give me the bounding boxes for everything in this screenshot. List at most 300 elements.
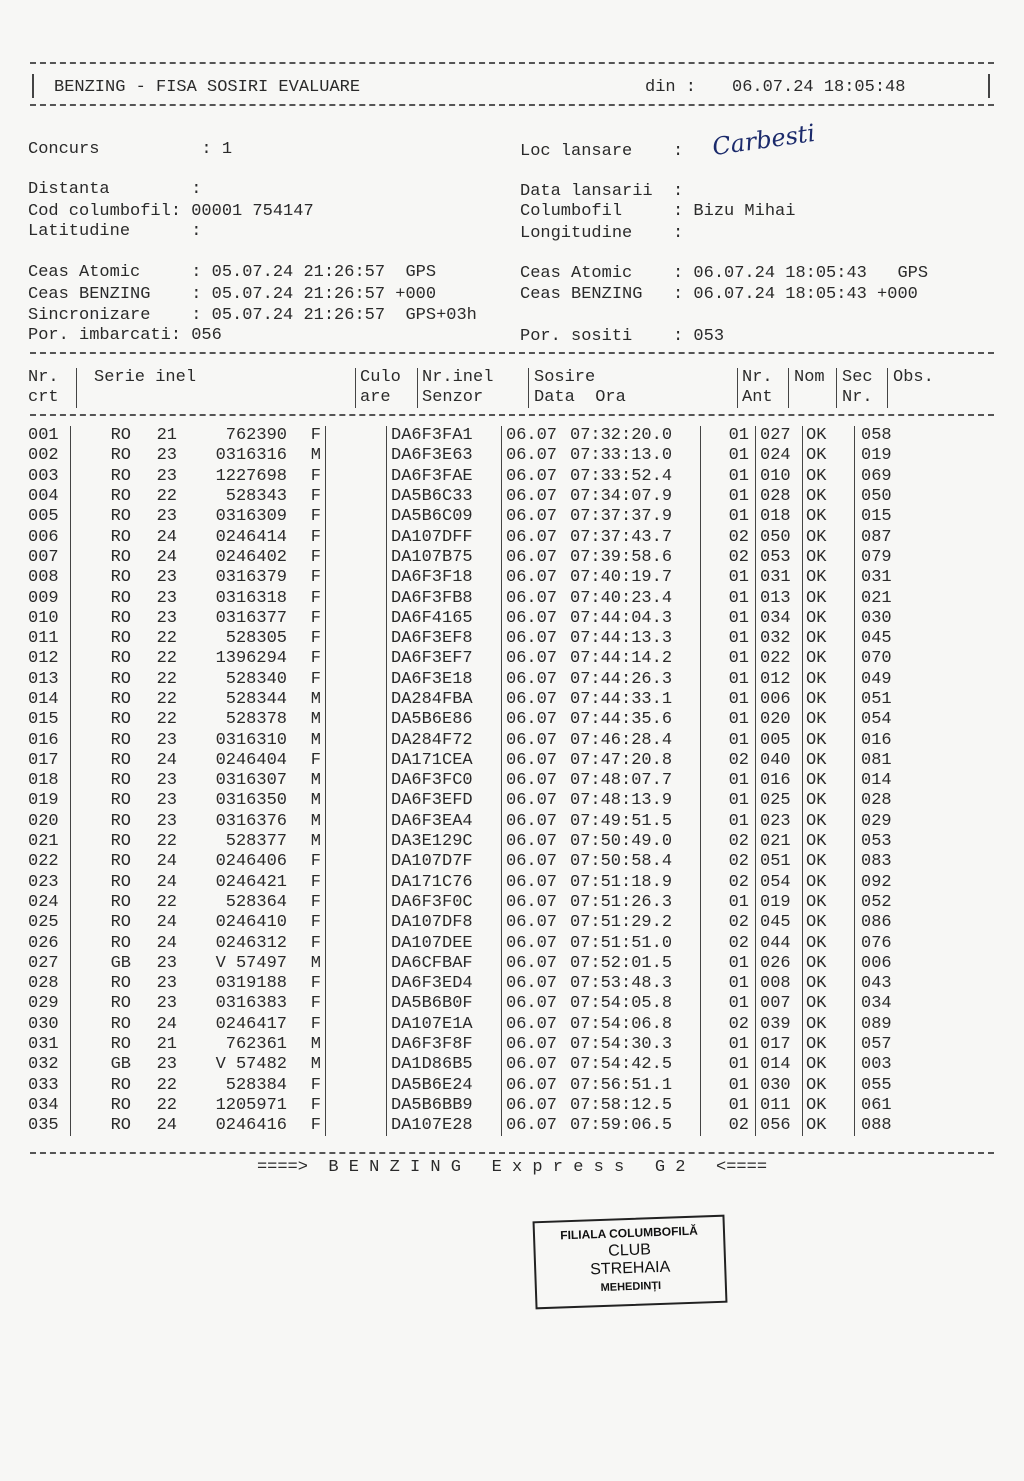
arrival-date: 06.07 — [506, 913, 558, 933]
arrival-time: 07:44:14.2 — [570, 649, 701, 669]
sensor-ring: DA107DFF — [387, 527, 502, 547]
table-row — [28, 710, 921, 730]
ring-year: 23 — [156, 994, 177, 1014]
ring-year: 24 — [156, 547, 177, 567]
table-row — [28, 974, 921, 994]
divider — [30, 414, 994, 416]
color — [326, 1015, 387, 1035]
sex: M — [291, 690, 326, 710]
table-row — [28, 933, 921, 953]
ring-country: RO — [110, 1075, 131, 1095]
sensor-ring: DA107E28 — [387, 1116, 502, 1136]
ring-number: 0246414 — [215, 527, 287, 547]
sensor-ring: DA6F3EA4 — [387, 812, 502, 832]
sensor-ring: DA6F3F0C — [387, 893, 502, 913]
arrival-date: 06.07 — [506, 568, 558, 588]
sec-status: OK — [803, 568, 855, 588]
obs: 014 — [861, 771, 892, 791]
obs: 015 — [861, 507, 892, 527]
color — [326, 771, 387, 791]
table-row — [28, 913, 921, 933]
sensor-ring: DA5B6BB9 — [387, 1096, 502, 1116]
sex: F — [291, 649, 326, 669]
col-ant-sub: Ant — [742, 388, 773, 407]
sec-status: OK — [803, 670, 855, 690]
sex: F — [291, 852, 326, 872]
sec-status: OK — [803, 933, 855, 953]
row-number: 012 — [28, 649, 71, 669]
ring-year: 23 — [156, 568, 177, 588]
ring-year: 23 — [156, 1055, 177, 1075]
sensor-ring: DA6F4165 — [387, 609, 502, 629]
row-number: 020 — [28, 812, 71, 832]
ring-year: 22 — [156, 487, 177, 507]
obs: 070 — [861, 649, 892, 669]
sex: F — [291, 1076, 326, 1096]
obs: 031 — [861, 568, 892, 588]
ring-number: 1205971 — [215, 1095, 287, 1115]
table-row — [28, 670, 921, 690]
nom: 025 — [756, 791, 803, 811]
sec-status: OK — [803, 812, 855, 832]
arrival-time: 07:53:48.3 — [570, 974, 701, 994]
ring-country: RO — [110, 852, 131, 872]
stamp-line: STREHAIA — [589, 1258, 671, 1279]
row-number: 013 — [28, 670, 71, 690]
color — [326, 933, 387, 953]
nom: 022 — [756, 649, 803, 669]
sex: M — [291, 791, 326, 811]
ring-year: 23 — [156, 811, 177, 831]
sensor-ring: DA6F3F18 — [387, 568, 502, 588]
ring-country: RO — [110, 446, 131, 466]
sensor-ring: DA3E129C — [387, 832, 502, 852]
antenna: 01 — [701, 771, 756, 791]
table-row — [28, 751, 921, 771]
arrival-time: 07:44:35.6 — [570, 710, 701, 730]
sensor-ring: DA5B6C09 — [387, 507, 502, 527]
ring-number: 0316307 — [215, 771, 287, 791]
sex: F — [291, 670, 326, 690]
ring-year: 23 — [156, 771, 177, 791]
ceas-atomic-right: Ceas Atomic : 06.07.24 18:05:43 GPS — [520, 264, 929, 283]
columbofil-field: Columbofil : Bizu Mihai — [520, 202, 796, 221]
ring-number: 762390 — [225, 426, 287, 446]
ring-year: 23 — [156, 791, 177, 811]
ring-year: 23 — [156, 446, 177, 466]
ring-number: 528344 — [225, 690, 287, 709]
antenna: 02 — [701, 832, 756, 852]
por-imbarcati-field: Por. imbarcati: 056 — [28, 326, 222, 345]
obs: 087 — [861, 527, 892, 547]
nom: 054 — [756, 873, 803, 893]
ring-country: RO — [110, 933, 131, 953]
nom: 044 — [756, 933, 803, 953]
sex: F — [291, 588, 326, 608]
antenna: 02 — [701, 548, 756, 568]
arrival-date: 06.07 — [506, 730, 558, 750]
sensor-ring: DA107B75 — [387, 548, 502, 568]
arrival-date: 06.07 — [506, 690, 558, 709]
ring-year: 24 — [156, 872, 177, 892]
arrival-time: 07:50:49.0 — [570, 832, 701, 852]
sec-status: OK — [803, 649, 855, 669]
nom: 017 — [756, 1035, 803, 1055]
nom: 027 — [756, 426, 803, 446]
arrival-date: 06.07 — [506, 466, 558, 486]
ring-country: RO — [110, 791, 131, 811]
table-row — [28, 690, 921, 710]
color — [326, 974, 387, 994]
antenna: 01 — [701, 568, 756, 588]
sec-status: OK — [803, 771, 855, 791]
row-number: 001 — [28, 426, 71, 446]
obs: 049 — [861, 669, 892, 689]
table-row — [28, 568, 921, 588]
arrival-date: 06.07 — [506, 629, 558, 649]
sex: F — [291, 751, 326, 771]
antenna: 01 — [701, 426, 756, 446]
nom: 053 — [756, 548, 803, 568]
ring-year: 22 — [156, 1095, 177, 1115]
sec-status: OK — [803, 467, 855, 487]
table-row — [28, 588, 921, 608]
arrival-time: 07:48:13.9 — [570, 791, 701, 811]
table-row — [28, 730, 921, 750]
sensor-ring: DA6F3FA1 — [387, 426, 502, 446]
sensor-ring: DA6F3EF8 — [387, 629, 502, 649]
row-number: 035 — [28, 1116, 71, 1136]
ring-number: 0246421 — [215, 872, 287, 892]
nom: 031 — [756, 568, 803, 588]
ring-year: 24 — [156, 527, 177, 547]
arrival-date: 06.07 — [506, 994, 558, 1014]
arrival-time: 07:54:30.3 — [570, 1035, 701, 1055]
antenna: 01 — [701, 710, 756, 730]
row-number: 017 — [28, 751, 71, 771]
obs: 052 — [861, 892, 892, 912]
ring-country: RO — [110, 547, 131, 567]
sensor-ring: DA6F3EFD — [387, 791, 502, 811]
arrival-date: 06.07 — [506, 811, 558, 831]
longitudine-field: Longitudine : — [520, 224, 684, 243]
color — [326, 1055, 387, 1075]
ring-year: 24 — [156, 852, 177, 872]
row-number: 021 — [28, 832, 71, 852]
col-nom: Nom — [794, 368, 825, 387]
arrival-date: 06.07 — [506, 507, 558, 527]
row-number: 025 — [28, 913, 71, 933]
antenna: 01 — [701, 588, 756, 608]
ring-country: RO — [110, 588, 131, 608]
antenna: 01 — [701, 812, 756, 832]
antenna: 01 — [701, 670, 756, 690]
antenna: 02 — [701, 1116, 756, 1136]
row-number: 030 — [28, 1015, 71, 1035]
ring-number: 0316379 — [215, 568, 287, 588]
antenna: 02 — [701, 751, 756, 771]
sensor-ring: DA5B6B0F — [387, 994, 502, 1014]
col-nrinel-sub: Senzor — [422, 388, 484, 407]
ring-country: RO — [110, 527, 131, 547]
arrival-date: 06.07 — [506, 588, 558, 608]
ring-year: 22 — [156, 669, 177, 689]
row-number: 033 — [28, 1076, 71, 1096]
por-sositi-field: Por. sositi : 053 — [520, 327, 725, 346]
ring-year: 23 — [156, 608, 177, 628]
arrival-date: 06.07 — [506, 974, 558, 994]
ring-year: 23 — [156, 588, 177, 608]
row-number: 032 — [28, 1055, 71, 1075]
antenna: 01 — [701, 446, 756, 466]
arrival-date: 06.07 — [506, 1075, 558, 1095]
ring-number: 0316350 — [215, 791, 287, 811]
ceas-atomic-left: Ceas Atomic : 05.07.24 21:26:57 GPS — [28, 263, 437, 282]
ring-number: 1396294 — [215, 649, 287, 669]
sensor-ring: DA6CFBAF — [387, 954, 502, 974]
sex: F — [291, 893, 326, 913]
color — [326, 812, 387, 832]
nom: 018 — [756, 507, 803, 527]
antenna: 01 — [701, 1076, 756, 1096]
antenna: 01 — [701, 974, 756, 994]
sex: F — [291, 913, 326, 933]
nom: 016 — [756, 771, 803, 791]
color — [326, 1116, 387, 1136]
table-row — [28, 629, 921, 649]
divider — [887, 368, 888, 408]
ring-number: 528340 — [225, 669, 287, 689]
nom: 045 — [756, 913, 803, 933]
sensor-ring: DA284FBA — [387, 690, 502, 710]
sex: F — [291, 507, 326, 527]
ring-country: RO — [110, 466, 131, 486]
antenna: 02 — [701, 852, 756, 872]
table-row — [28, 446, 921, 466]
obs: 058 — [861, 426, 892, 446]
col-culoare: Culo — [360, 368, 401, 387]
sex: F — [291, 629, 326, 649]
row-number: 008 — [28, 568, 71, 588]
ring-country: GB — [110, 1055, 131, 1075]
row-number: 005 — [28, 507, 71, 527]
ring-number: 528384 — [225, 1075, 287, 1095]
ring-country: RO — [110, 1095, 131, 1115]
antenna: 01 — [701, 467, 756, 487]
divider — [32, 74, 34, 98]
antenna: 01 — [701, 1096, 756, 1116]
arrival-time: 07:54:05.8 — [570, 994, 701, 1014]
antenna: 01 — [701, 791, 756, 811]
table-row — [28, 791, 921, 811]
arrival-time: 07:54:06.8 — [570, 1015, 701, 1035]
ring-year: 24 — [156, 1014, 177, 1034]
arrival-date: 06.07 — [506, 832, 558, 852]
sex: M — [291, 446, 326, 466]
color — [326, 629, 387, 649]
arrival-date: 06.07 — [506, 791, 558, 811]
nom: 032 — [756, 629, 803, 649]
obs: 050 — [861, 487, 892, 507]
antenna: 01 — [701, 487, 756, 507]
sex: F — [291, 974, 326, 994]
sex: M — [291, 812, 326, 832]
ring-country: RO — [110, 507, 131, 527]
ring-country: RO — [110, 608, 131, 628]
antenna: 01 — [701, 649, 756, 669]
club-stamp — [533, 1215, 728, 1310]
sensor-ring: DA6F3FC0 — [387, 771, 502, 791]
obs: 086 — [861, 913, 892, 933]
col-sec-sub: Nr. — [842, 388, 873, 407]
ring-country: RO — [110, 1116, 131, 1136]
color — [326, 852, 387, 872]
row-number: 022 — [28, 852, 71, 872]
obs: 081 — [861, 750, 892, 770]
ring-country: GB — [110, 953, 131, 973]
row-number: 010 — [28, 609, 71, 629]
obs: 069 — [861, 466, 892, 486]
obs: 051 — [861, 690, 892, 709]
nom: 028 — [756, 487, 803, 507]
col-ant: Nr. — [742, 368, 773, 387]
color — [326, 913, 387, 933]
sec-status: OK — [803, 588, 855, 608]
obs: 076 — [861, 933, 892, 953]
sec-status: OK — [803, 1116, 855, 1136]
sec-status: OK — [803, 548, 855, 568]
table-row — [28, 487, 921, 507]
sensor-ring: DA5B6E24 — [387, 1076, 502, 1096]
ring-year: 22 — [156, 649, 177, 669]
latitudine-field: Latitudine : — [28, 222, 202, 241]
sec-status: OK — [803, 629, 855, 649]
arrival-date: 06.07 — [506, 710, 558, 730]
sex: M — [291, 710, 326, 730]
row-number: 031 — [28, 1035, 71, 1055]
row-number: 029 — [28, 994, 71, 1014]
arrival-date: 06.07 — [506, 953, 558, 973]
arrival-time: 07:56:51.1 — [570, 1076, 701, 1096]
ring-year: 23 — [156, 953, 177, 973]
nom: 012 — [756, 670, 803, 690]
ring-number: 528305 — [225, 629, 287, 649]
color — [326, 609, 387, 629]
color — [326, 487, 387, 507]
arrival-time: 07:59:06.5 — [570, 1116, 701, 1136]
col-culoare-sub: are — [360, 388, 391, 407]
sex: M — [291, 1035, 326, 1055]
row-number: 009 — [28, 588, 71, 608]
nom: 019 — [756, 893, 803, 913]
sensor-ring: DA107DF8 — [387, 913, 502, 933]
sec-status: OK — [803, 852, 855, 872]
stamp-line: MEHEDINȚI — [600, 1279, 662, 1295]
arrival-time: 07:47:20.8 — [570, 751, 701, 771]
table-row — [28, 954, 921, 974]
obs: 034 — [861, 994, 892, 1014]
ring-year: 24 — [156, 913, 177, 933]
distanta-field: Distanta : — [28, 180, 202, 199]
table-row — [28, 426, 921, 446]
ring-country: RO — [110, 730, 131, 750]
ring-year: 23 — [156, 730, 177, 750]
col-obs: Obs. — [893, 368, 934, 387]
row-number: 019 — [28, 791, 71, 811]
table-row — [28, 873, 921, 893]
antenna: 01 — [701, 1055, 756, 1075]
row-number: 006 — [28, 527, 71, 547]
col-sosire: Sosire — [534, 368, 596, 387]
sensor-ring: DA5B6E86 — [387, 710, 502, 730]
ring-year: 22 — [156, 1075, 177, 1095]
sex: F — [291, 568, 326, 588]
color — [326, 446, 387, 466]
arrival-date: 06.07 — [506, 527, 558, 547]
sex: F — [291, 548, 326, 568]
antenna: 01 — [701, 893, 756, 913]
table-row — [28, 548, 921, 568]
table-row — [28, 893, 921, 913]
ring-number: 0316310 — [215, 730, 287, 750]
concurs-field: Concurs : 1 — [28, 140, 233, 159]
ceas-benzing-left: Ceas BENZING : 05.07.24 21:26:57 +000 — [28, 285, 437, 304]
ring-country: RO — [110, 426, 131, 446]
antenna: 02 — [701, 913, 756, 933]
color — [326, 670, 387, 690]
color — [326, 751, 387, 771]
sensor-ring: DA107DEE — [387, 933, 502, 953]
nom: 011 — [756, 1096, 803, 1116]
color — [326, 994, 387, 1014]
divider — [30, 104, 994, 106]
sensor-ring: DA6F3FB8 — [387, 588, 502, 608]
sensor-ring: DA6F3EF7 — [387, 649, 502, 669]
ring-country: RO — [110, 811, 131, 831]
sec-status: OK — [803, 730, 855, 750]
color — [326, 1035, 387, 1055]
nom: 040 — [756, 751, 803, 771]
arrivals-table — [28, 426, 921, 1136]
table-row — [28, 1096, 921, 1116]
arrival-time: 07:51:18.9 — [570, 873, 701, 893]
ring-year: 21 — [156, 1035, 177, 1055]
obs: 003 — [861, 1055, 892, 1075]
color — [326, 649, 387, 669]
nom: 030 — [756, 1076, 803, 1096]
arrival-time: 07:37:43.7 — [570, 527, 701, 547]
sec-status: OK — [803, 954, 855, 974]
divider — [76, 368, 77, 408]
nom: 020 — [756, 710, 803, 730]
sex: F — [291, 467, 326, 487]
ring-year: 21 — [156, 426, 177, 446]
arrival-time: 07:37:37.9 — [570, 507, 701, 527]
antenna: 01 — [701, 1035, 756, 1055]
ring-country: RO — [110, 771, 131, 791]
ring-year: 22 — [156, 690, 177, 709]
ring-year: 23 — [156, 974, 177, 994]
row-number: 024 — [28, 893, 71, 913]
footer-banner: ====> B E N Z I N G E x p r e s s G 2 <==== — [256, 1158, 768, 1177]
obs: 088 — [861, 1116, 892, 1136]
sec-status: OK — [803, 1096, 855, 1116]
arrival-date: 06.07 — [506, 1055, 558, 1075]
row-number: 002 — [28, 446, 71, 466]
arrival-time: 07:51:26.3 — [570, 893, 701, 913]
ring-number: 528377 — [225, 832, 287, 852]
sensor-ring: DA5B6C33 — [387, 487, 502, 507]
